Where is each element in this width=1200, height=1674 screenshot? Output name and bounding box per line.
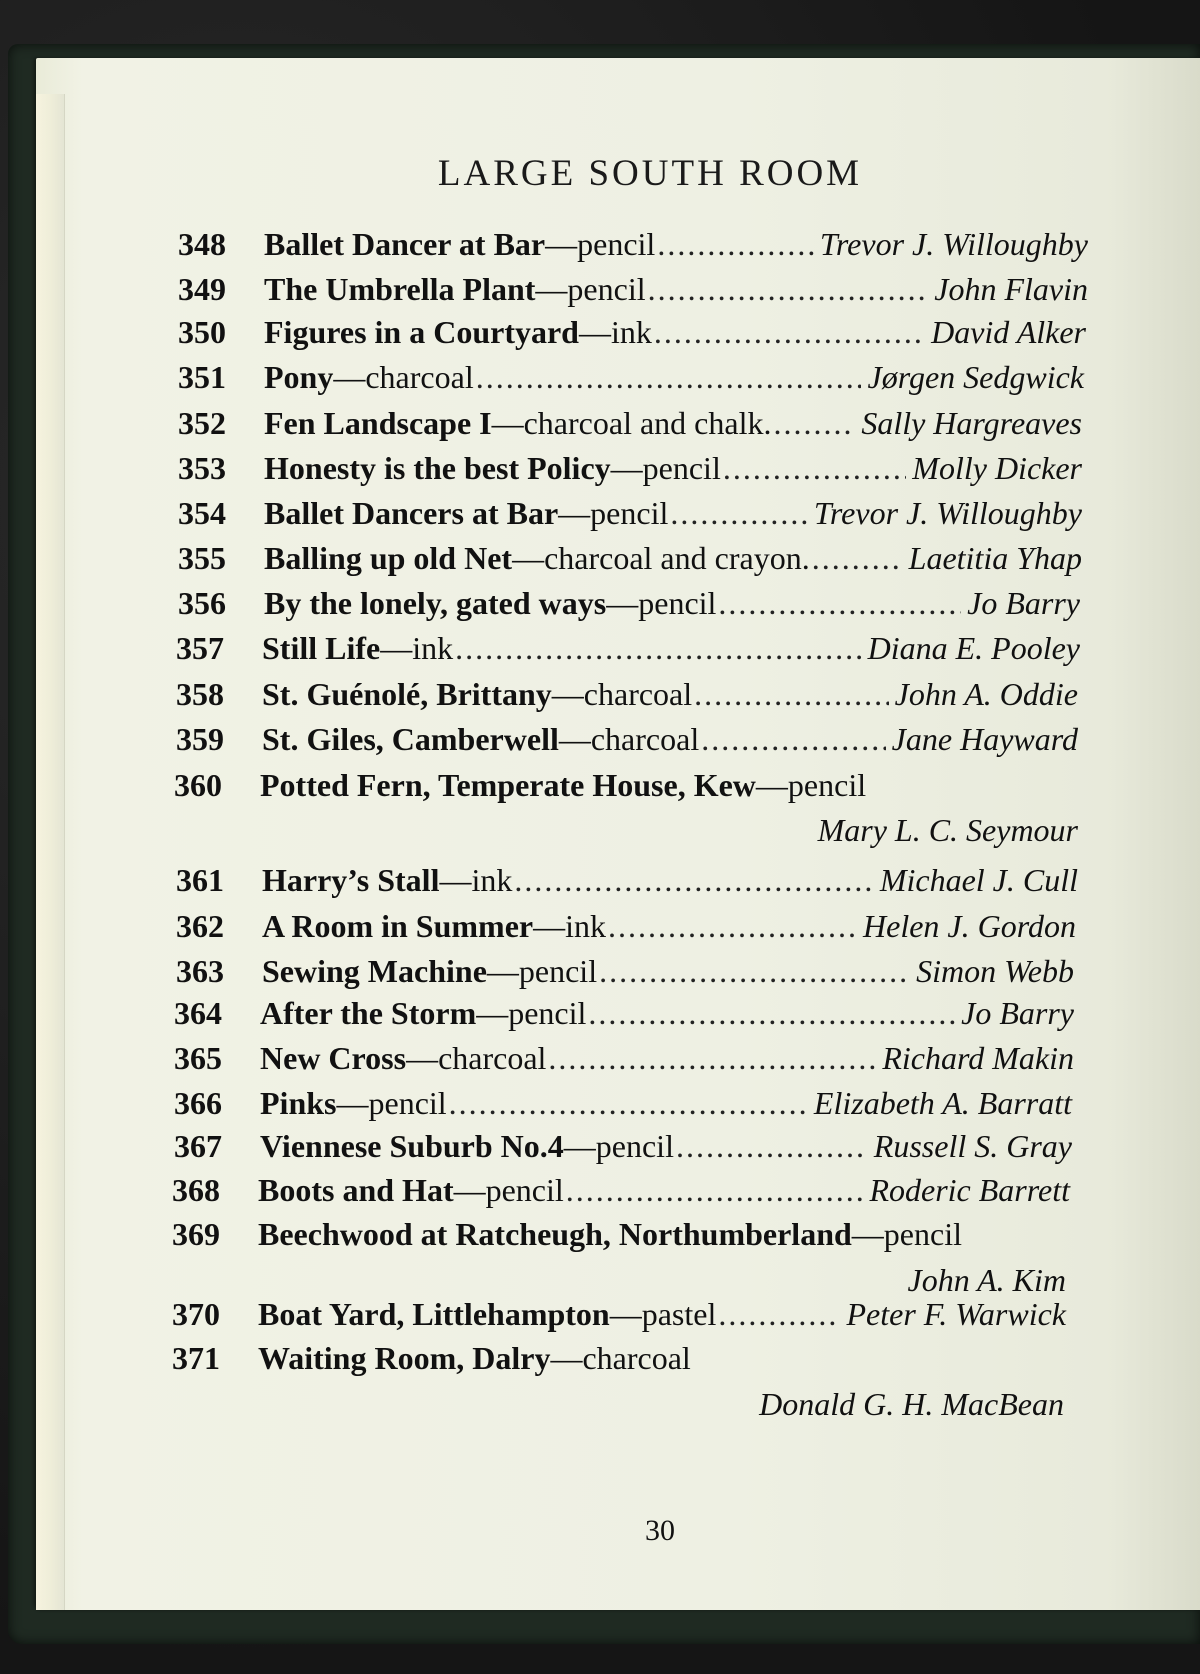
entry-work <box>264 450 721 487</box>
entry-title: After the Storm <box>260 995 477 1031</box>
catalogue-entry <box>174 767 1078 815</box>
entry-artist: Simon Webb <box>916 953 1074 989</box>
leader-dots <box>718 1296 840 1333</box>
entry-medium: —pastel <box>609 1296 717 1332</box>
entry-medium: —charcoal and crayon. <box>512 540 810 576</box>
entry-title: Beechwood at Ratcheugh, Northumberland <box>258 1216 852 1252</box>
catalogue-entry <box>174 995 1074 1043</box>
entry-work <box>258 1216 962 1253</box>
entry-number: 371 <box>172 1340 220 1376</box>
entry-artist: Jo Barry <box>961 995 1074 1031</box>
leader-dots <box>701 721 885 758</box>
entry-number: 353 <box>178 450 226 486</box>
entry-number: 365 <box>174 1040 222 1076</box>
catalogue-entry <box>172 1216 1068 1264</box>
catalogue-entry <box>172 1340 1064 1388</box>
catalogue-entry <box>174 1040 1074 1088</box>
entry-title: Balling up old Net <box>264 540 513 576</box>
entry-artist-line <box>372 1262 1066 1299</box>
entry-artist: John A. Oddie <box>894 676 1078 712</box>
entry-title: Figures in a Courtyard <box>264 314 579 350</box>
catalogue-entry <box>178 226 1088 274</box>
entry-number: 351 <box>178 359 226 395</box>
entry-work <box>264 585 716 622</box>
entry-medium: —pencil <box>535 271 646 307</box>
entry-artist: Trevor J. Willoughby <box>813 495 1082 531</box>
catalogue-entry <box>176 630 1080 678</box>
entry-work <box>264 359 474 396</box>
entry-title: The Umbrella Plant <box>264 271 536 307</box>
catalogue-entry <box>178 540 1082 588</box>
entry-medium: —pencil <box>606 585 717 621</box>
entry-number: 370 <box>172 1296 220 1332</box>
entry-artist: Trevor J. Willoughby <box>819 226 1088 262</box>
entry-work <box>264 540 810 577</box>
entry-title: St. Guénolé, Brittany <box>262 676 552 712</box>
entry-title: Pony <box>264 359 334 395</box>
entry-title: Fen Landscape I <box>264 405 492 441</box>
entry-artist: Helen J. Gordon <box>863 908 1076 944</box>
entry-medium: —pencil <box>336 1085 447 1121</box>
entry-number: 354 <box>178 495 226 531</box>
entry-number: 358 <box>176 676 224 712</box>
entry-artist: John A. Kim <box>907 1262 1066 1298</box>
entry-medium: —pencil <box>563 1128 674 1164</box>
entry-title: Harry’s Stall <box>262 862 440 898</box>
entry-number: 352 <box>178 405 226 441</box>
entry-artist: David Alker <box>931 314 1086 350</box>
entry-medium: —charcoal <box>551 676 693 712</box>
entry-number: 359 <box>176 721 224 757</box>
entry-title: Ballet Dancer at Bar <box>264 226 546 262</box>
entry-artist: Mary L. C. Seymour <box>817 812 1078 848</box>
entry-medium: —ink <box>533 908 606 944</box>
catalogue-entry <box>178 314 1086 362</box>
entry-work <box>260 1040 546 1077</box>
leader-dots <box>657 226 814 263</box>
entry-artist: Molly Dicker <box>912 450 1082 486</box>
leader-dots <box>654 314 925 351</box>
entry-medium: —charcoal <box>558 721 700 757</box>
catalogue-entry <box>178 495 1082 543</box>
entry-title: Boots and Hat <box>258 1172 454 1208</box>
entry-work <box>258 1172 564 1209</box>
leader-dots <box>449 1085 808 1122</box>
entry-number: 360 <box>174 767 222 803</box>
catalogue-entry <box>176 721 1078 769</box>
leader-dots <box>599 953 910 990</box>
entry-number: 367 <box>174 1128 222 1164</box>
catalogue-entry <box>176 676 1078 724</box>
entry-number: 350 <box>178 314 226 350</box>
entry-title: Sewing Machine <box>262 953 487 989</box>
entry-medium: —ink <box>380 630 454 666</box>
leader-dots <box>608 908 857 945</box>
catalogue-entry <box>176 862 1078 910</box>
leader-dots <box>548 1040 876 1077</box>
entry-number: 369 <box>172 1216 220 1252</box>
entry-medium: —ink <box>578 314 652 350</box>
entry-artist: Jane Hayward <box>891 721 1078 757</box>
entry-work <box>262 676 692 713</box>
entry-artist-line <box>374 812 1078 849</box>
entry-medium: —pencil <box>610 450 721 486</box>
entry-work <box>264 226 655 263</box>
entry-artist: Donald G. H. MacBean <box>759 1386 1064 1422</box>
entry-artist: Diana E. Pooley <box>867 630 1080 666</box>
catalogue-entry <box>178 359 1084 407</box>
catalogue-entry <box>178 271 1088 319</box>
entry-work <box>264 314 652 351</box>
entry-number: 368 <box>172 1172 220 1208</box>
page-heading: LARGE SOUTH ROOM <box>437 153 863 194</box>
entry-title: Still Life <box>262 630 381 666</box>
entry-work <box>258 1340 691 1377</box>
entry-artist: Sally Hargreaves <box>861 405 1082 441</box>
entry-title: Ballet Dancers at Bar <box>264 495 559 531</box>
entry-work <box>262 908 606 945</box>
entry-work <box>260 1085 447 1122</box>
entry-artist-line <box>372 1386 1064 1423</box>
catalogue-entry <box>174 1085 1072 1133</box>
catalogue-entry <box>176 953 1074 1001</box>
entry-work <box>262 630 453 667</box>
entry-artist: Jo Barry <box>967 585 1080 621</box>
leader-dots <box>455 630 862 667</box>
entry-artist: Roderic Barrett <box>869 1172 1070 1208</box>
page-number: 30 <box>645 1514 675 1547</box>
entry-medium: —pencil <box>453 1172 564 1208</box>
entry-medium: —pencil <box>476 995 587 1031</box>
entry-title: New Cross <box>260 1040 407 1076</box>
catalogue-entry <box>178 405 1082 453</box>
entry-artist: John Flavin <box>934 271 1088 307</box>
catalogue-entry <box>174 1128 1072 1176</box>
entry-number: 349 <box>178 271 226 307</box>
entry-work <box>262 953 597 990</box>
entry-number: 366 <box>174 1085 222 1121</box>
entry-medium: —pencil <box>486 953 598 989</box>
entry-work <box>264 271 646 308</box>
entry-medium: —charcoal <box>333 359 474 395</box>
catalogue-entry <box>176 908 1076 956</box>
leader-dots <box>648 271 929 308</box>
entry-artist: Michael J. Cull <box>879 862 1078 898</box>
entry-medium: —charcoal <box>406 1040 547 1076</box>
entry-title: By the lonely, gated ways <box>264 585 607 621</box>
leader-dots <box>723 450 906 487</box>
leader-dots <box>718 585 961 622</box>
entry-number: 356 <box>178 585 226 621</box>
catalogue-entry <box>178 450 1082 498</box>
entry-title: Viennese Suburb No.4 <box>260 1128 564 1164</box>
leader-dots <box>812 540 903 577</box>
leader-dots <box>588 995 955 1032</box>
entry-number: 364 <box>174 995 222 1031</box>
entry-artist: Russell S. Gray <box>873 1128 1072 1164</box>
entry-number: 355 <box>178 540 226 576</box>
leader-dots <box>694 676 888 713</box>
entry-title: St. Giles, Camberwell <box>262 721 559 757</box>
entry-artist: Elizabeth A. Barratt <box>813 1085 1072 1121</box>
leader-dots <box>566 1172 864 1209</box>
entry-number: 363 <box>176 953 224 989</box>
entry-medium: —pencil <box>545 226 656 262</box>
entry-number: 357 <box>176 630 224 666</box>
entry-work <box>264 405 771 442</box>
entry-number: 362 <box>176 908 224 944</box>
entry-number: 348 <box>178 226 226 262</box>
leader-dots <box>476 359 862 396</box>
entry-artist: Laetitia Yhap <box>908 540 1082 576</box>
entry-artist: Richard Makin <box>882 1040 1074 1076</box>
entry-work <box>260 767 866 804</box>
entry-title: Waiting Room, Dalry <box>258 1340 551 1376</box>
entry-medium: —ink <box>439 862 513 898</box>
entry-work <box>260 1128 674 1165</box>
entry-title: A Room in Summer <box>262 908 534 944</box>
entry-title: Pinks <box>260 1085 337 1121</box>
entry-number: 361 <box>176 862 224 898</box>
leader-dots <box>676 1128 868 1165</box>
leader-dots <box>773 405 855 442</box>
entry-medium: —charcoal and chalk. <box>491 405 772 441</box>
entry-medium: —charcoal <box>550 1340 691 1376</box>
entry-artist: Jørgen Sedgwick <box>867 359 1084 395</box>
catalogue-entry <box>178 585 1080 633</box>
entry-work <box>258 1296 716 1333</box>
entry-artist: Peter F. Warwick <box>846 1296 1066 1332</box>
catalogue-entry <box>172 1296 1066 1344</box>
entry-work <box>260 995 586 1032</box>
entry-title: Potted Fern, Temperate House, Kew <box>260 767 756 803</box>
leader-dots <box>670 495 808 532</box>
entry-work <box>264 495 668 532</box>
entry-work <box>262 862 512 899</box>
catalogue-entry <box>172 1172 1070 1220</box>
entry-medium: —pencil <box>851 1216 962 1252</box>
entry-title: Boat Yard, Littlehampton <box>258 1296 610 1332</box>
entry-work <box>262 721 699 758</box>
entry-title: Honesty is the best Policy <box>264 450 611 486</box>
entry-medium: —pencil <box>558 495 669 531</box>
leader-dots <box>514 862 873 899</box>
entry-medium: —pencil <box>755 767 867 803</box>
